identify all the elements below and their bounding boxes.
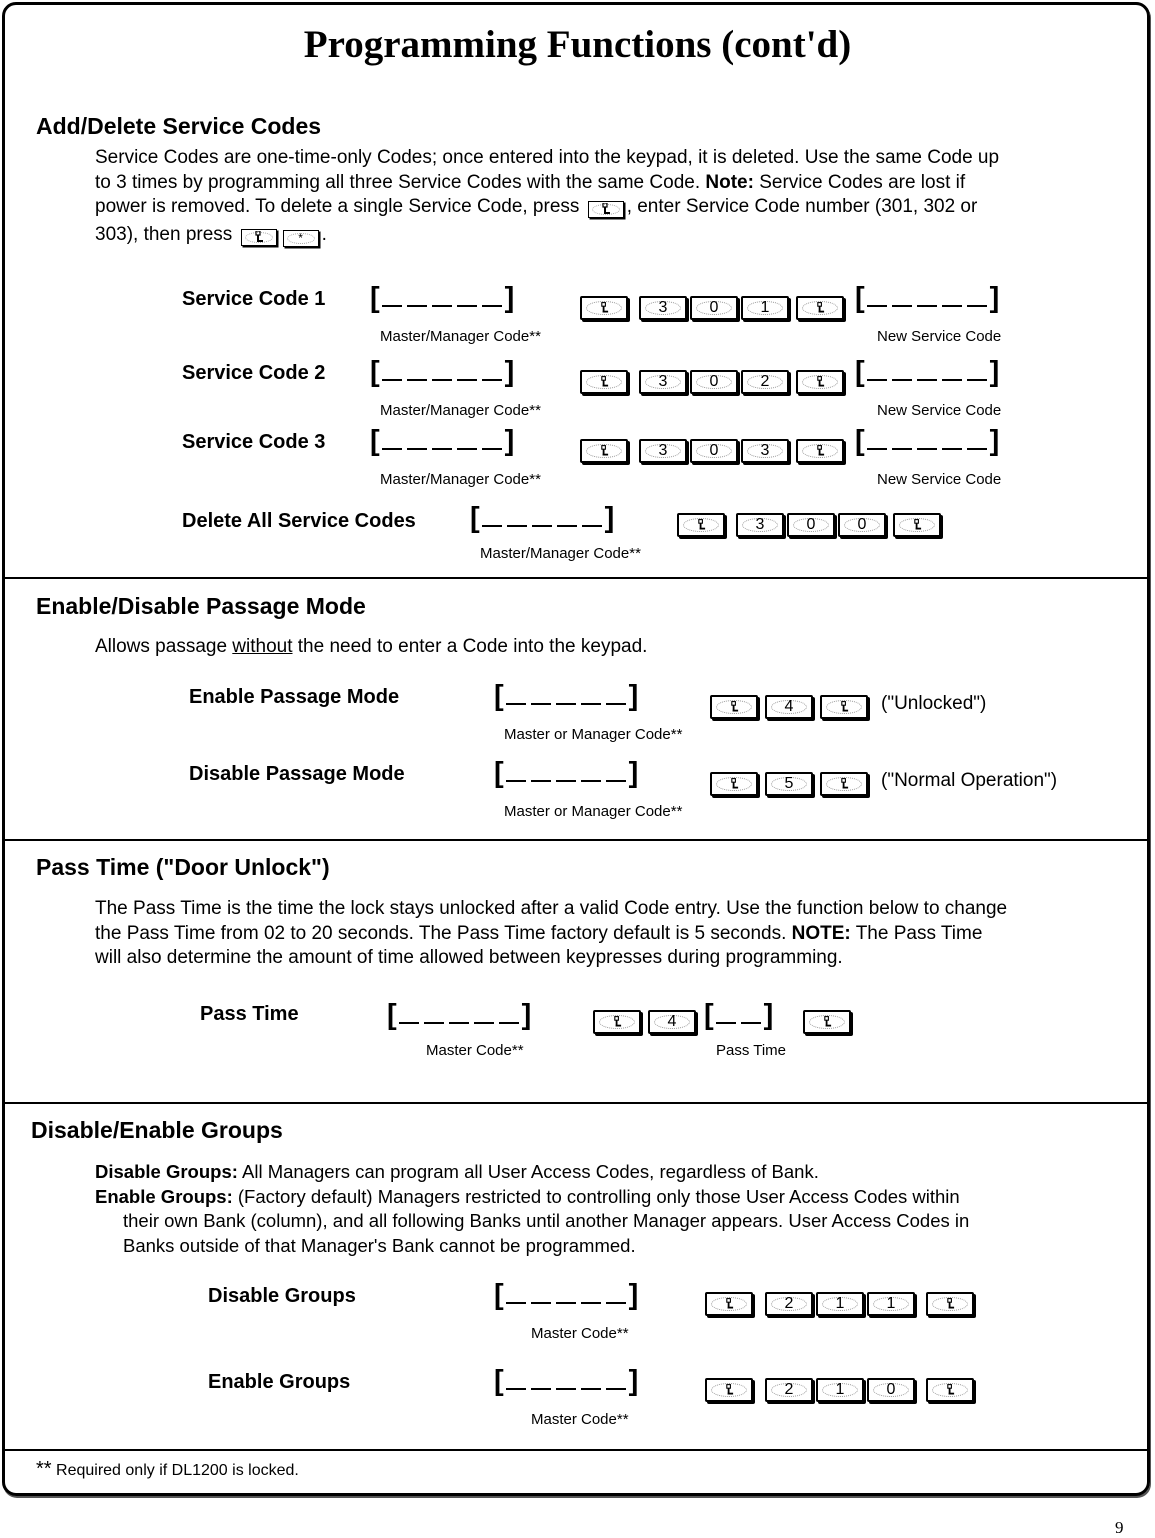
digit-key-label: 0: [857, 516, 867, 533]
digit-key: [765, 772, 813, 796]
lock-function-key-icon: [796, 296, 844, 320]
digit-key: [867, 1292, 915, 1316]
digit-key: [690, 439, 738, 463]
lock-function-key-icon: [593, 1010, 641, 1034]
digit-key: [765, 1292, 813, 1316]
code-caption: Master/Manager Code**: [380, 328, 541, 345]
desc-line: their own Bank (column), and all following Banks until another Manager appears. User Access Codes in: [123, 1210, 970, 1231]
code-caption: Master/Manager Code**: [380, 471, 541, 488]
code-entry-placeholder: [ ]: [494, 757, 639, 789]
digit-key-label: 4: [667, 1013, 677, 1030]
desc-line: [95, 1160, 969, 1185]
page-title: Programming Functions (cont'd): [303, 23, 852, 66]
code-entry-placeholder: [ ]: [470, 502, 615, 534]
lock-function-key-icon: [705, 1292, 753, 1316]
digit-key: [787, 513, 835, 537]
groups-description: [95, 1160, 969, 1258]
service-codes-description: [95, 146, 999, 247]
lock-function-key-icon: [803, 1010, 851, 1034]
digit-key-label: 0: [709, 373, 719, 390]
code-caption: Master Code**: [531, 1325, 629, 1342]
digit-key: [765, 695, 813, 719]
desc-emphasis: without: [232, 636, 293, 657]
digit-key: [816, 1378, 864, 1402]
mode-note: ("Unlocked"): [881, 693, 987, 714]
key-sequence: [580, 296, 851, 320]
digit-key: [648, 1010, 696, 1034]
desc-line: [95, 171, 999, 196]
digit-key-label: 5: [784, 775, 794, 792]
digit-key-label: 2: [784, 1381, 794, 1398]
lock-function-key-icon: [710, 772, 758, 796]
note-label: Note:: [705, 171, 754, 193]
lock-function-key-icon: [580, 439, 628, 463]
code-caption: Master/Manager Code**: [480, 545, 641, 562]
digit-key-label: 3: [658, 299, 668, 316]
digit-key-label: 3: [658, 442, 668, 459]
digit-key-label: 0: [886, 1381, 896, 1398]
desc-text: 303), then press: [95, 223, 238, 245]
desc-text: The Pass Time: [850, 922, 983, 944]
digit-key: [838, 513, 886, 537]
desc-text: the Pass Time from 02 to 20 seconds. The Pass Time factory default is 5 seconds.: [95, 922, 792, 944]
section-divider: [3, 839, 1150, 841]
delete-all-label: Delete All Service Codes: [182, 510, 416, 532]
pass-time-heading: Pass Time ("Door Unlock"): [36, 854, 330, 880]
digit-key: [736, 513, 784, 537]
digit-key-label: 1: [886, 1295, 896, 1312]
desc-text: (Factory default) Managers restricted to controlling only those User Access Codes within: [232, 1185, 960, 1207]
new-code-caption: New Service Code: [877, 328, 1002, 345]
new-code-caption: New Service Code: [877, 471, 1002, 488]
pass-time-description: [95, 897, 1007, 971]
digit-key: [639, 370, 687, 394]
key-sequence: [705, 1378, 981, 1402]
digit-key: [690, 370, 738, 394]
service-code-label: Service Code 1: [182, 288, 326, 310]
key-sequence: [580, 370, 851, 394]
code-entry-placeholder: [ ]: [387, 999, 532, 1031]
footnote: [36, 1458, 299, 1481]
desc-text: the need to enter a Code into the keypad.: [292, 636, 648, 657]
lock-function-key-icon: [796, 370, 844, 394]
desc-text: to 3 times by programming all three Service Codes with the same Code.: [95, 171, 706, 193]
digit-key-label: 0: [709, 299, 719, 316]
digit-key: [816, 1292, 864, 1316]
new-code-placeholder: [ ]: [855, 356, 1000, 388]
lock-function-key-icon: [820, 772, 868, 796]
footnote-text: Required only if DL1200 is locked.: [51, 1462, 299, 1479]
desc-line: [95, 223, 999, 248]
service-codes-heading: Add/Delete Service Codes: [36, 113, 322, 139]
section-divider: [3, 577, 1150, 579]
digit-key-label: 3: [755, 516, 765, 533]
passage-mode-heading: Enable/Disable Passage Mode: [36, 593, 366, 619]
desc-line: The Pass Time is the time the lock stays unlocked after a valid Code entry. Use the function below to change: [95, 898, 1008, 919]
pass-time-placeholder: [ ]: [704, 999, 774, 1031]
digit-key: [690, 296, 738, 320]
pass-time-label: Pass Time: [200, 1003, 299, 1025]
digit-key: [639, 439, 687, 463]
desc-text: power is removed. To delete a single Service Code, press: [95, 196, 585, 217]
code-entry-placeholder: [ ]: [370, 356, 515, 388]
lock-function-key-icon: [241, 229, 277, 246]
term-label: Enable Groups:: [95, 1185, 233, 1207]
desc-line: will also determine the amount of time allowed between keypresses during programming.: [95, 947, 843, 968]
note-label: NOTE:: [791, 922, 851, 944]
code-caption: Master Code**: [531, 1411, 629, 1428]
desc-line: [95, 195, 999, 220]
lock-function-key-icon: [705, 1378, 753, 1402]
desc-text: Allows passage: [95, 636, 233, 657]
desc-line: Banks outside of that Manager's Bank cannot be programmed.: [123, 1234, 636, 1256]
desc-line: Service Codes are one-time-only Codes; once entered into the keypad, it is deleted. Use the same Code up: [95, 147, 1000, 168]
pass-time-caption: Pass Time: [716, 1042, 787, 1059]
digit-key-label: 1: [835, 1381, 845, 1398]
lock-function-key-icon: [796, 439, 844, 463]
key-sequence: [803, 1010, 858, 1034]
code-entry-placeholder: [ ]: [494, 1365, 639, 1397]
digit-key-label: 0: [709, 442, 719, 459]
lock-function-key-icon: [820, 695, 868, 719]
section-divider: [3, 1102, 1150, 1104]
digit-key: [741, 296, 789, 320]
key-sequence: [593, 1010, 703, 1034]
new-code-caption: New Service Code: [877, 402, 1002, 419]
page-number: 9: [1115, 1518, 1124, 1537]
new-code-placeholder: [ ]: [855, 425, 1000, 457]
service-code-label: Service Code 2: [182, 362, 326, 384]
passage-mode-label: Enable Passage Mode: [189, 686, 400, 708]
passage-mode-description: [95, 635, 647, 660]
digit-key-label: 2: [784, 1295, 794, 1312]
footnote-marker: **: [36, 1458, 52, 1480]
code-caption: Master or Manager Code**: [504, 803, 683, 820]
key-sequence: [677, 513, 948, 537]
code-entry-placeholder: [ ]: [494, 680, 639, 712]
groups-label: Enable Groups: [208, 1371, 351, 1393]
code-entry-placeholder: [ ]: [494, 1279, 639, 1311]
desc-text: , enter Service Code number (301, 302 or: [626, 196, 978, 217]
mode-note: ("Normal Operation"): [881, 770, 1058, 791]
asterisk-key-icon: *: [283, 230, 319, 247]
digit-key: [741, 370, 789, 394]
digit-key: [639, 296, 687, 320]
code-caption: Master Code**: [426, 1042, 524, 1059]
digit-key-label: 3: [760, 442, 770, 459]
groups-label: Disable Groups: [208, 1285, 356, 1307]
lock-function-key-icon: [588, 201, 624, 218]
passage-mode-label: Disable Passage Mode: [189, 763, 405, 785]
desc-text: All Managers can program all User Access Codes, regardless of Bank.: [237, 1161, 819, 1182]
lock-function-key-icon: [710, 695, 758, 719]
digit-key: [867, 1378, 915, 1402]
term-label: Disable Groups:: [95, 1161, 238, 1182]
key-sequence: [580, 439, 851, 463]
code-caption: Master or Manager Code**: [504, 726, 683, 743]
code-entry-placeholder: [ ]: [370, 425, 515, 457]
lock-function-key-icon: [580, 296, 628, 320]
code-caption: Master/Manager Code**: [380, 402, 541, 419]
desc-line: [95, 1185, 969, 1210]
digit-key: [765, 1378, 813, 1402]
lock-function-key-icon: [926, 1292, 974, 1316]
lock-function-key-icon: [580, 370, 628, 394]
digit-key: [741, 439, 789, 463]
groups-heading: Disable/Enable Groups: [31, 1117, 283, 1143]
desc-text: .: [321, 223, 327, 245]
digit-key-label: 2: [760, 373, 770, 390]
lock-function-key-icon: [893, 513, 941, 537]
digit-key-label: 4: [784, 698, 794, 715]
digit-key-label: 1: [760, 299, 770, 316]
key-sequence: [710, 695, 875, 719]
key-sequence: [710, 772, 875, 796]
desc-line: [95, 922, 1007, 947]
digit-key-label: 0: [806, 516, 816, 533]
lock-function-key-icon: [677, 513, 725, 537]
key-sequence: [705, 1292, 981, 1316]
digit-key-label: 3: [658, 373, 668, 390]
lock-function-key-icon: [926, 1378, 974, 1402]
digit-key-label: 1: [835, 1295, 845, 1312]
code-entry-placeholder: [ ]: [370, 282, 515, 314]
desc-text: Service Codes are lost if: [753, 171, 966, 193]
section-divider: [3, 1449, 1150, 1451]
service-code-label: Service Code 3: [182, 431, 326, 453]
new-code-placeholder: [ ]: [855, 282, 1000, 314]
